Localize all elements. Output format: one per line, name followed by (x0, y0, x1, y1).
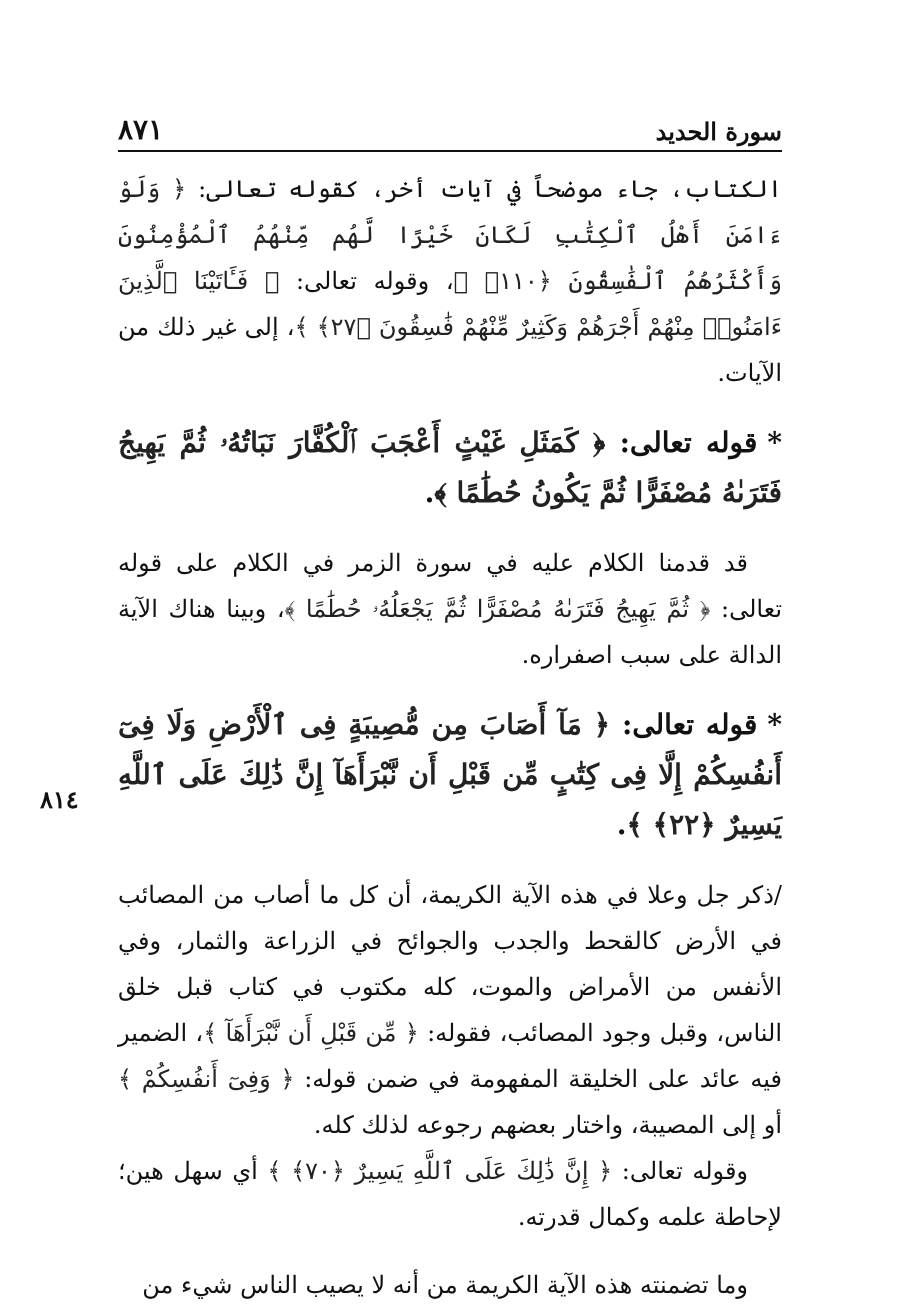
paragraph-text: ، الضمير فيه عائد على الخليقة المفهومة في ضمن قوله: (118, 1019, 783, 1093)
paragraph-text: وما تضمنته هذه الآية الكريمة من أنه لا يصيب الناس شيء من (142, 1271, 748, 1299)
paragraph-text: وقوله تعالى: (612, 1157, 749, 1185)
heading-end: . (616, 808, 627, 841)
star-marker: * (767, 426, 782, 459)
quran-verse: ﴿ وَفِىٓ أَنفُسِكُمْ ﴾ (118, 1065, 295, 1093)
paragraph-text: /ذكر جل وعلا في هذه الآية الكريمة، أن كل ما أصاب من المصائب في الأرض كالقحط والجدب والجوائح في الزراعة والثمار، وفي الأنفس من الأمراض والموت، كله مكتوب في كتاب قبل خلق الناس، وقبل وجود المصائب، فقوله: (118, 881, 783, 1047)
paragraph-text: ، إلى غير ذلك من الآيات. (118, 313, 782, 387)
running-title: سورة الحديد (655, 117, 782, 146)
paragraph-4 (118, 1148, 782, 1240)
section-heading-2 (118, 700, 782, 850)
body-text (118, 166, 782, 1308)
paragraph-text: أي سهل هين؛ لإحاطة علمه وكمال قدرته. (118, 1157, 782, 1231)
margin-page-marker: ٨١٤ (40, 785, 79, 814)
page-header (118, 108, 782, 152)
quran-verse: ﴿ مِّن قَبْلِ أَن نَّبْرَأَهَآ ﴾ (203, 1019, 419, 1047)
quran-verse: ﴿ مَآ أَصَابَ مِن مُّصِيبَةٍ فِى ٱلْأَرْضِ وَلَا فِىٓ أَنفُسِكُمْ إِلَّا فِى كِتَٰبٍ مِّن قَبْلِ أَن نَّبْرَأَهَآ إِنَّ ذَٰلِكَ عَلَى ٱللَّهِ يَسِيرٌ ﴿٢٢﴾ ﴾ (118, 708, 782, 841)
section-heading-1 (118, 418, 782, 518)
paragraph-text: أو إلى المصيبة، واختار بعضهم رجوعه لذلك كله. (313, 1111, 782, 1139)
paragraph-text: قد قدمنا الكلام عليه في سورة الزمر في الكلام على قوله تعالى: (118, 549, 782, 623)
quran-verse: ﴿ فَـَٔاتَيْنَا ٱلَّذِينَ ءَامَنُوا۟ مِنْهُمْ أَجْرَهُمْ وَكَثِيرٌ مِّنْهُمْ فَٰسِقُونَ ﴿٢٧﴾ ﴾ (118, 267, 782, 341)
paragraph-1 (118, 166, 782, 396)
paragraph-text: ، وبينا هناك الآية الدالة على سبب اصفراره. (118, 595, 782, 669)
heading-label: قوله تعالى: (605, 426, 758, 459)
paragraph-3 (118, 872, 782, 1148)
quran-verse: ﴿ ثُمَّ يَهِيجُ فَتَرَىٰهُ مُصْفَرًّا ثُمَّ يَجْعَلُهُۥ حُطَٰمًا ﴾ (284, 595, 711, 623)
paragraph-text: ، وقوله تعالى: (279, 267, 454, 295)
paragraph-2 (118, 540, 782, 678)
quran-verse: ﴿ كَمَثَلِ غَيْثٍ أَعْجَبَ ٱلْكُفَّارَ نَبَاتُهُۥ ثُمَّ يَهِيجُ فَتَرَىٰهُ مُصْفَرًّا ثُمَّ يَكُونُ حُطَٰمًا ﴾ (118, 426, 782, 509)
quran-verse: ﴿ وَلَوْ ءَامَنَ أَهْلُ ٱلْكِتَٰبِ لَكَانَ خَيْرًا لَّهُم مِّنْهُمُ ٱلْمُؤْمِنُونَ وَأَكْثَرُهُمُ ٱلْفَٰسِقُونَ ﴿١١٠﴾ ﴾ (118, 175, 782, 295)
paragraph-5 (118, 1262, 782, 1308)
paragraph-text: الكتاب، جاء موضحاً في آيات أخر، كقوله تعالى: (186, 175, 782, 203)
heading-label: قوله تعالى: (610, 708, 758, 741)
quran-verse: ﴿ إِنَّ ذَٰلِكَ عَلَى ٱللَّهِ يَسِيرٌ ﴿٧٠﴾ ﴾ (267, 1157, 613, 1185)
page-number: ٨٧١ (118, 113, 164, 146)
star-marker: * (767, 708, 782, 741)
heading-end: . (424, 476, 435, 509)
